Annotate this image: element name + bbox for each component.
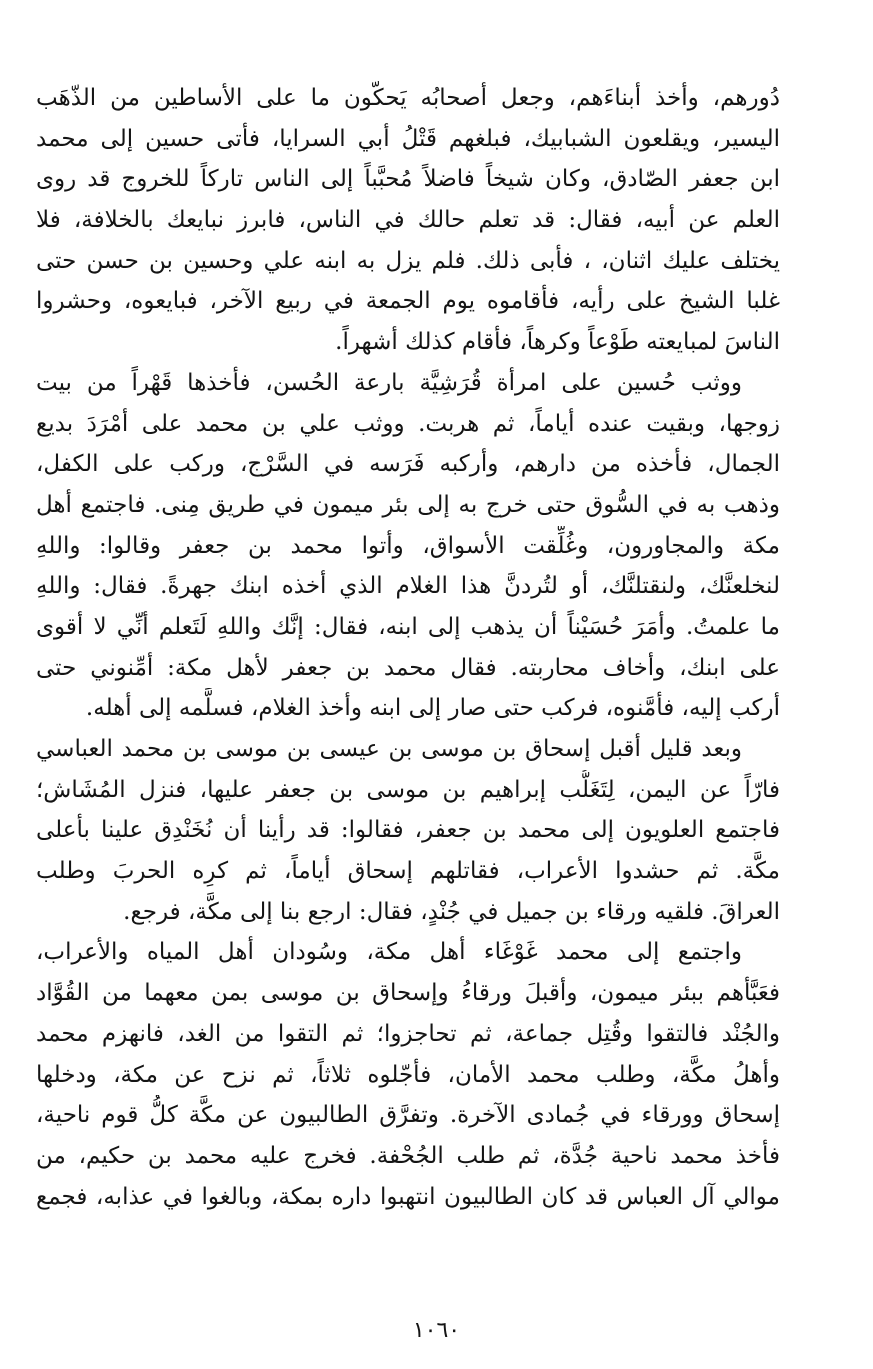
paragraph-3 xyxy=(36,729,780,932)
paragraph-2 xyxy=(36,363,780,729)
text-line: أركب إليه، فأمَّنوه، فركب حتى صار إلى ابنه وأخذ الغلام، فسلَّمه إلى أهله. xyxy=(85,695,780,722)
text-line: مكة والمجاورون، وغُلِّقت الأسواق، وأتوا محمد بن جعفر وقالوا: واللهِ xyxy=(36,532,780,559)
text-line: وبعد قليل أقبل إسحاق بن موسى بن عيسى بن موسى بن محمد العباسي xyxy=(36,736,742,762)
text-line: غلبا الشيخ على رأيه، فأقاموه يوم الجمعة في ربيع الآخر، فبايعوه، وحشروا xyxy=(36,288,780,315)
text-line: على ابنك، وأخاف محاربته. فقال محمد بن جعفر لأهل مكة: أمِّنوني حتى xyxy=(36,654,780,681)
text-line: موالي آل العباس قد كان الطالبيون انتهبوا داره بمكة، وبالغوا في عذابه، فجمع xyxy=(36,1183,780,1210)
text-line: ووثب حُسين على امرأة قُرَشِيَّة بارعة الحُسن، فأخذها قَهْراً من بيت xyxy=(36,369,742,396)
text-line: العراقَ. فلقيه ورقاء بن جميل في جُنْدٍ، فقال: ارجع بنا إلى مكَّة، فرجع. xyxy=(123,898,780,925)
text-line: ما علمتُ. وأمَرَ حُسَيْناً أن يذهب إلى ابنه، فقال: إنَّك واللهِ لَتَعلم أنِّي لا أقوى xyxy=(36,613,780,640)
text-line: فاجتمع العلويون إلى محمد بن جعفر، فقالوا: قد رأينا أن نُخَنْدِق علينا بأعلى xyxy=(36,817,780,844)
text-line: لنخلعنَّك، ولنقتلنَّك، أو لتُردنَّ هذا الغلام الذي أخذه ابنك جهرةً. فقال: واللهِ xyxy=(36,573,780,600)
text-line: وأهلُ مكَّة، وطلب محمد الأمان، فأجّلوه ثلاثاً، ثم نزح عن مكة، ودخلها xyxy=(36,1061,780,1088)
text-line: مكَّة. ثم حشدوا الأعراب، فقاتلهم إسحاق أياماً، ثم كرِه الحربَ وطلب xyxy=(36,858,780,885)
page-number: ١٠٦٠ xyxy=(412,1318,461,1343)
text-line: إسحاق وورقاء في جُمادى الآخرة. وتفرَّق الطالبيون عن مكَّة كلُّ قوم ناحية، xyxy=(36,1102,780,1129)
paragraph-1 xyxy=(36,78,780,363)
text-line: فارّاً عن اليمن، لِتَغَلُّب إبراهيم بن موسى بن جعفر عليها، فنزل المُشَاش؛ xyxy=(36,776,780,803)
text-line: زوجها، وبقيت عنده أياماً، ثم هربت. ووثب علي بن محمد على أمْرَدَ بديع xyxy=(36,410,780,437)
text-line: العلم عن أبيه، فقال: قد تعلم حالك في الناس، فابرز نبايعك بالخلافة، فلا xyxy=(36,207,780,234)
text-line: الجمال، فأخذه من دارهم، وأركبه فَرَسه في السَّرْج، وركب على الكفل، xyxy=(36,451,780,478)
text-line: وذهب به في السُّوق حتى خرج به إلى بئر ميمون في طريق مِنى. فاجتمع أهل xyxy=(36,491,780,518)
page-body-text xyxy=(36,78,780,1217)
text-line: فأخذ محمد ناحية جُدَّة، ثم طلب الجُحْفة. فخرج عليه محمد بن حكيم، من xyxy=(36,1142,780,1169)
text-line: والجُنْد فالتقوا وقُتِل جماعة، ثم تحاجزوا؛ ثم التقوا من الغد، فانهزم محمد xyxy=(36,1020,780,1047)
text-line: فعَبَّأهم ببئر ميمون، وأقبلَ ورقاءُ وإسحاق بن موسى بمن معهما من القُوَّاد xyxy=(36,980,780,1007)
text-line: الناسَ لمبايعته طَوْعاً وكرهاً، فأقام كذلك أشهراً. xyxy=(335,329,780,356)
paragraph-4 xyxy=(36,932,780,1217)
text-line: ابن جعفر الصّادق، وكان شيخاً فاضلاً مُحبَّباً إلى الناس تاركاً للخروج قد روى xyxy=(36,166,780,193)
text-line: اليسير، ويقلعون الشبابيك، فبلغهم قَتْلُ أبي السرايا، فأتى حسين إلى محمد xyxy=(36,125,780,152)
text-line: يختلف عليك اثنان، ، فأبى ذلك. فلم يزل به ابنه علي وحسين بن حسن حتى xyxy=(36,247,780,274)
text-line: واجتمع إلى محمد غَوْغَاء أهل مكة، وسُودان أهل المياه والأعراب، xyxy=(36,939,742,966)
text-line: دُورهم، وأخذ أبناءَهم، وجعل أصحابُه يَحكّون ما على الأساطين من الذّهَب xyxy=(36,85,780,111)
